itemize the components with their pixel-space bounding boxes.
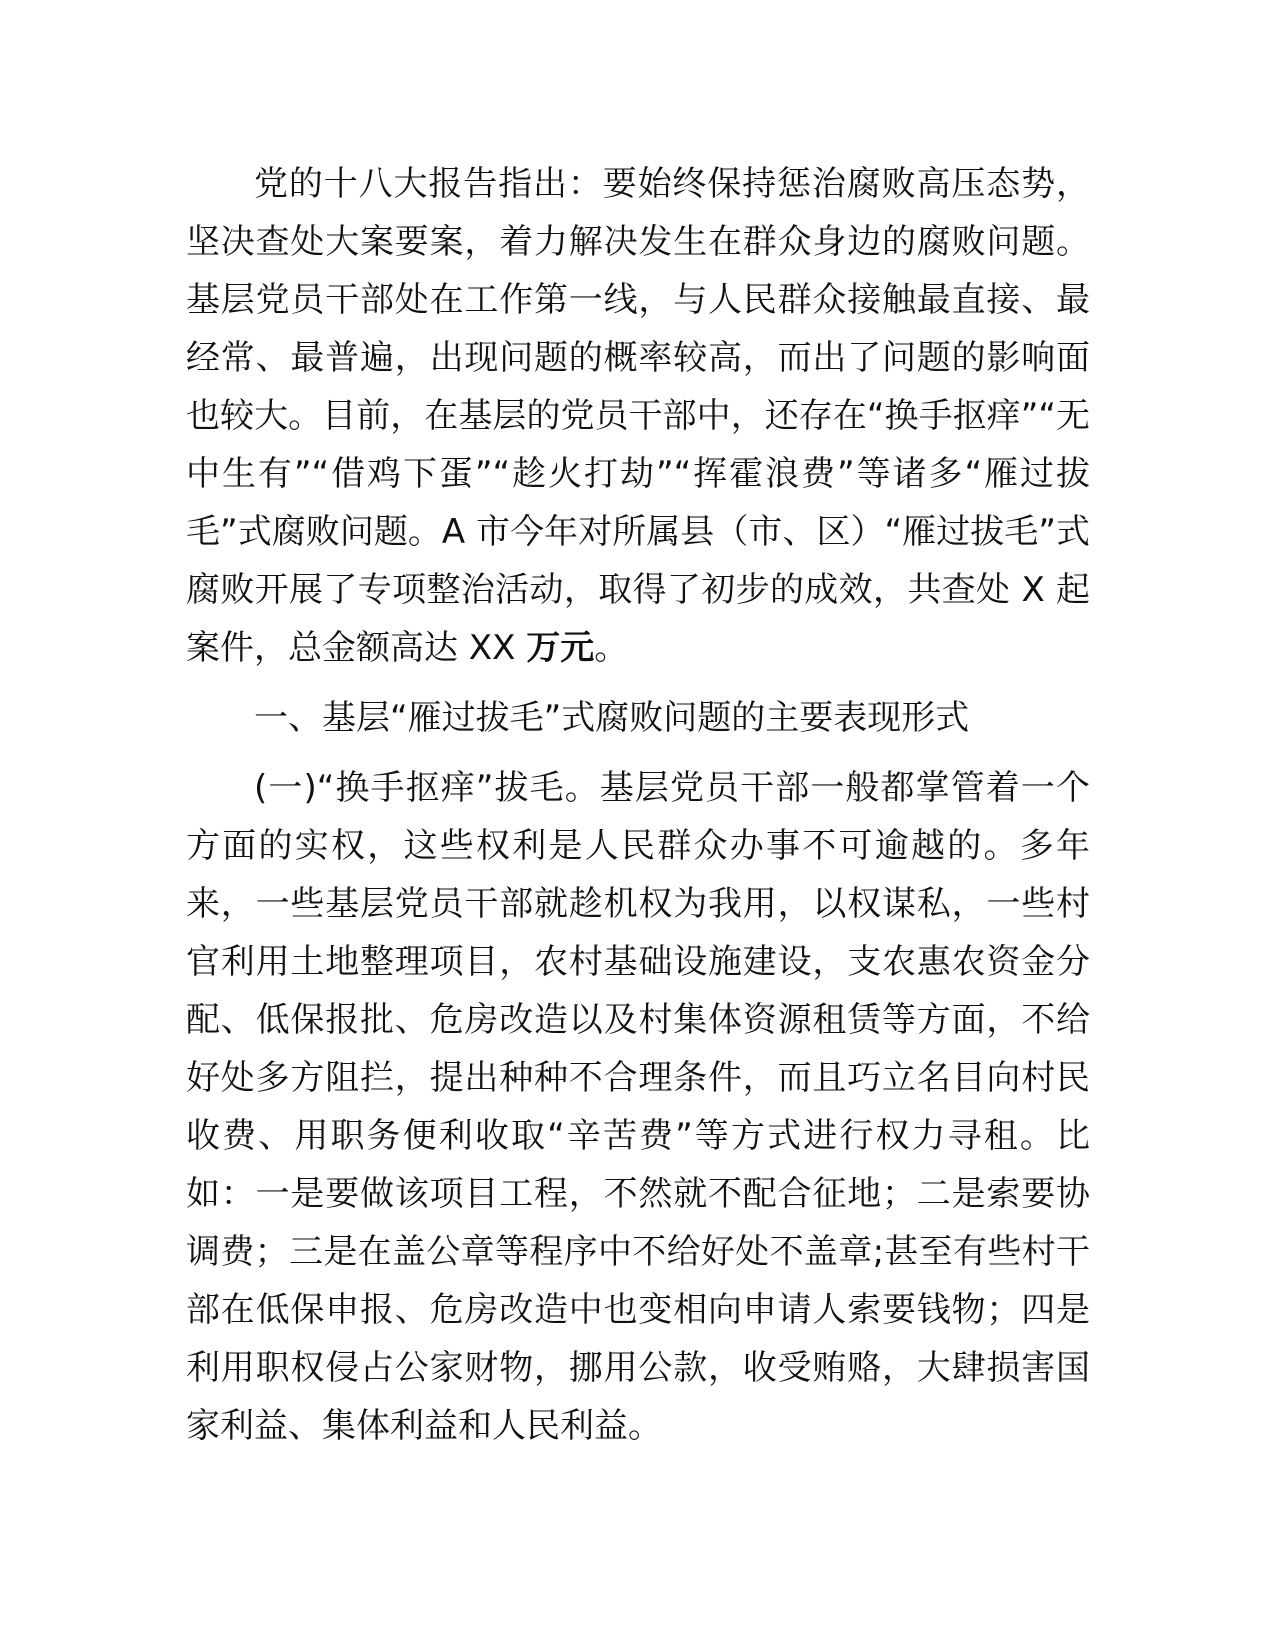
intro-paragraph-end: 。 — [594, 628, 629, 668]
document-body — [186, 155, 1090, 1455]
intro-paragraph-text: 党的十八大报告指出：要始终保持惩治腐败高压态势，坚决查处大案要案，着力解决发生在群众身边的腐败问题。基层党员干部处在工作第一线，与人民群众接触最直接、最经常、最普遍，出现问题的概率较高，而出了问题的影响面也较大。目前，在基层的党员干部中，还存在“换手抠痒”“无中生有”“借鸡下蛋”“趁火打劫”“挥霍浪费”等诸多“雁过拔毛”式腐败问题。A 市今年对所属县（市、区）“雁过拔毛”式腐败开展了专项整治活动，取得了初步的成效，共查处 X 起案件，总金额高达 XX — [186, 164, 1090, 668]
intro-paragraph — [186, 155, 1090, 677]
section-heading: 一、基层“雁过拔毛”式腐败问题的主要表现形式 — [254, 698, 970, 738]
subsection-paragraph: (一)“换手抠痒”拔毛。基层党员干部一般都掌管着一个方面的实权，这些权利是人民群众办事不可逾越的。多年来，一些基层党员干部就趁机权为我用，以权谋私，一些村官利用土地整理项目，农村基础设施建设，支农惠农资金分配、低保报批、危房改造以及村集体资源租赁等方面，不给好处多方阻拦，提出种种不合理条件，而且巧立名目向村民收费、用职务便利收取“辛苦费”等方式进行权力寻租。比如：一是要做该项目工程，不然就不配合征地；二是索要协调费；三是在盖公章等程序中不给好处不盖章;甚至有些村干部在低保申报、危房改造中也变相向申请人索要钱物；四是利用职权侵占公家财物，挪用公款，收受贿赂，大肆损害国家利益、集体利益和人民利益。 — [186, 768, 1090, 1446]
intro-paragraph-bold-unit: 万元 — [526, 628, 595, 668]
